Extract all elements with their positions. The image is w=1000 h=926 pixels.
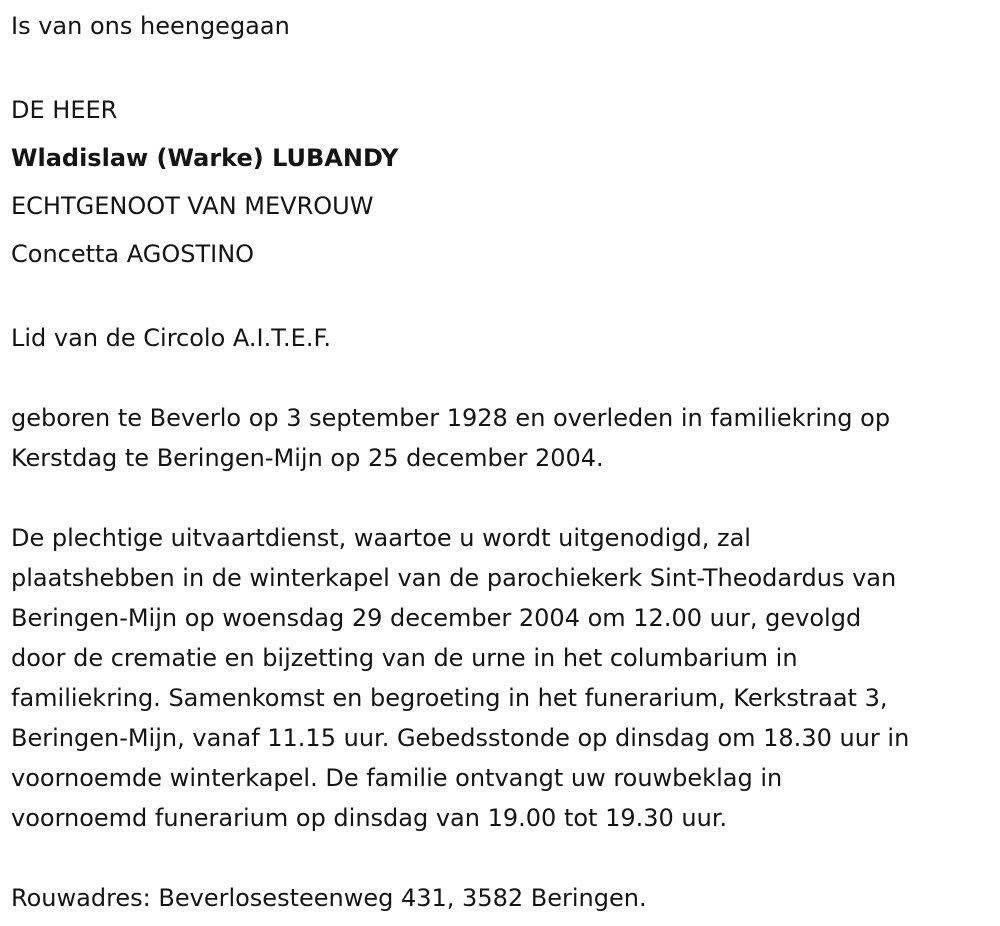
paragraph-line: door de crematie en bijzetting van de urne in het columbarium in — [11, 644, 798, 672]
membership-text: Lid van de Circolo A.I.T.E.F. — [11, 324, 332, 352]
spouse-label: ECHTGENOOT VAN MEVROUW — [11, 192, 374, 220]
title-text: DE HEER — [11, 96, 118, 124]
paragraph-line: Beringen-Mijn, vanaf 11.15 uur. Gebedsstonde op dinsdag om 18.30 uur in — [11, 724, 910, 752]
paragraph-line: Kerstdag te Beringen-Mijn op 25 december 2004. — [11, 444, 604, 472]
paragraph-line: De plechtige uitvaartdienst, waartoe u wordt uitgenodigd, zal — [11, 524, 751, 552]
paragraph-line: voornoemd funerarium op dinsdag van 19.00 tot 19.30 uur. — [11, 804, 728, 832]
service-paragraph — [11, 518, 996, 838]
spouse-name: Concetta AGOSTINO — [11, 240, 255, 268]
paragraph-line: Beringen-Mijn op woensdag 29 december 2004 om 12.00 uur, gevolgd — [11, 604, 862, 632]
death-notice — [11, 6, 996, 918]
paragraph-line: voornoemde winterkapel. De familie ontvangt uw rouwbeklag in — [11, 764, 783, 792]
address-text: Rouwadres: Beverlosesteenweg 431, 3582 Beringen. — [11, 884, 647, 912]
paragraph-line: familiekring. Samenkomst en begroeting in het funerarium, Kerkstraat 3, — [11, 684, 888, 712]
paragraph-line: plaatshebben in de winterkapel van de parochiekerk Sint-Theodardus van — [11, 564, 897, 592]
paragraph-line: geboren te Beverlo op 3 september 1928 en overleden in familiekring op — [11, 404, 891, 432]
intro-text: Is van ons heengegaan — [11, 12, 290, 40]
birth-death-paragraph — [11, 398, 996, 478]
deceased-name: Wladislaw (Warke) LUBANDY — [11, 144, 399, 172]
